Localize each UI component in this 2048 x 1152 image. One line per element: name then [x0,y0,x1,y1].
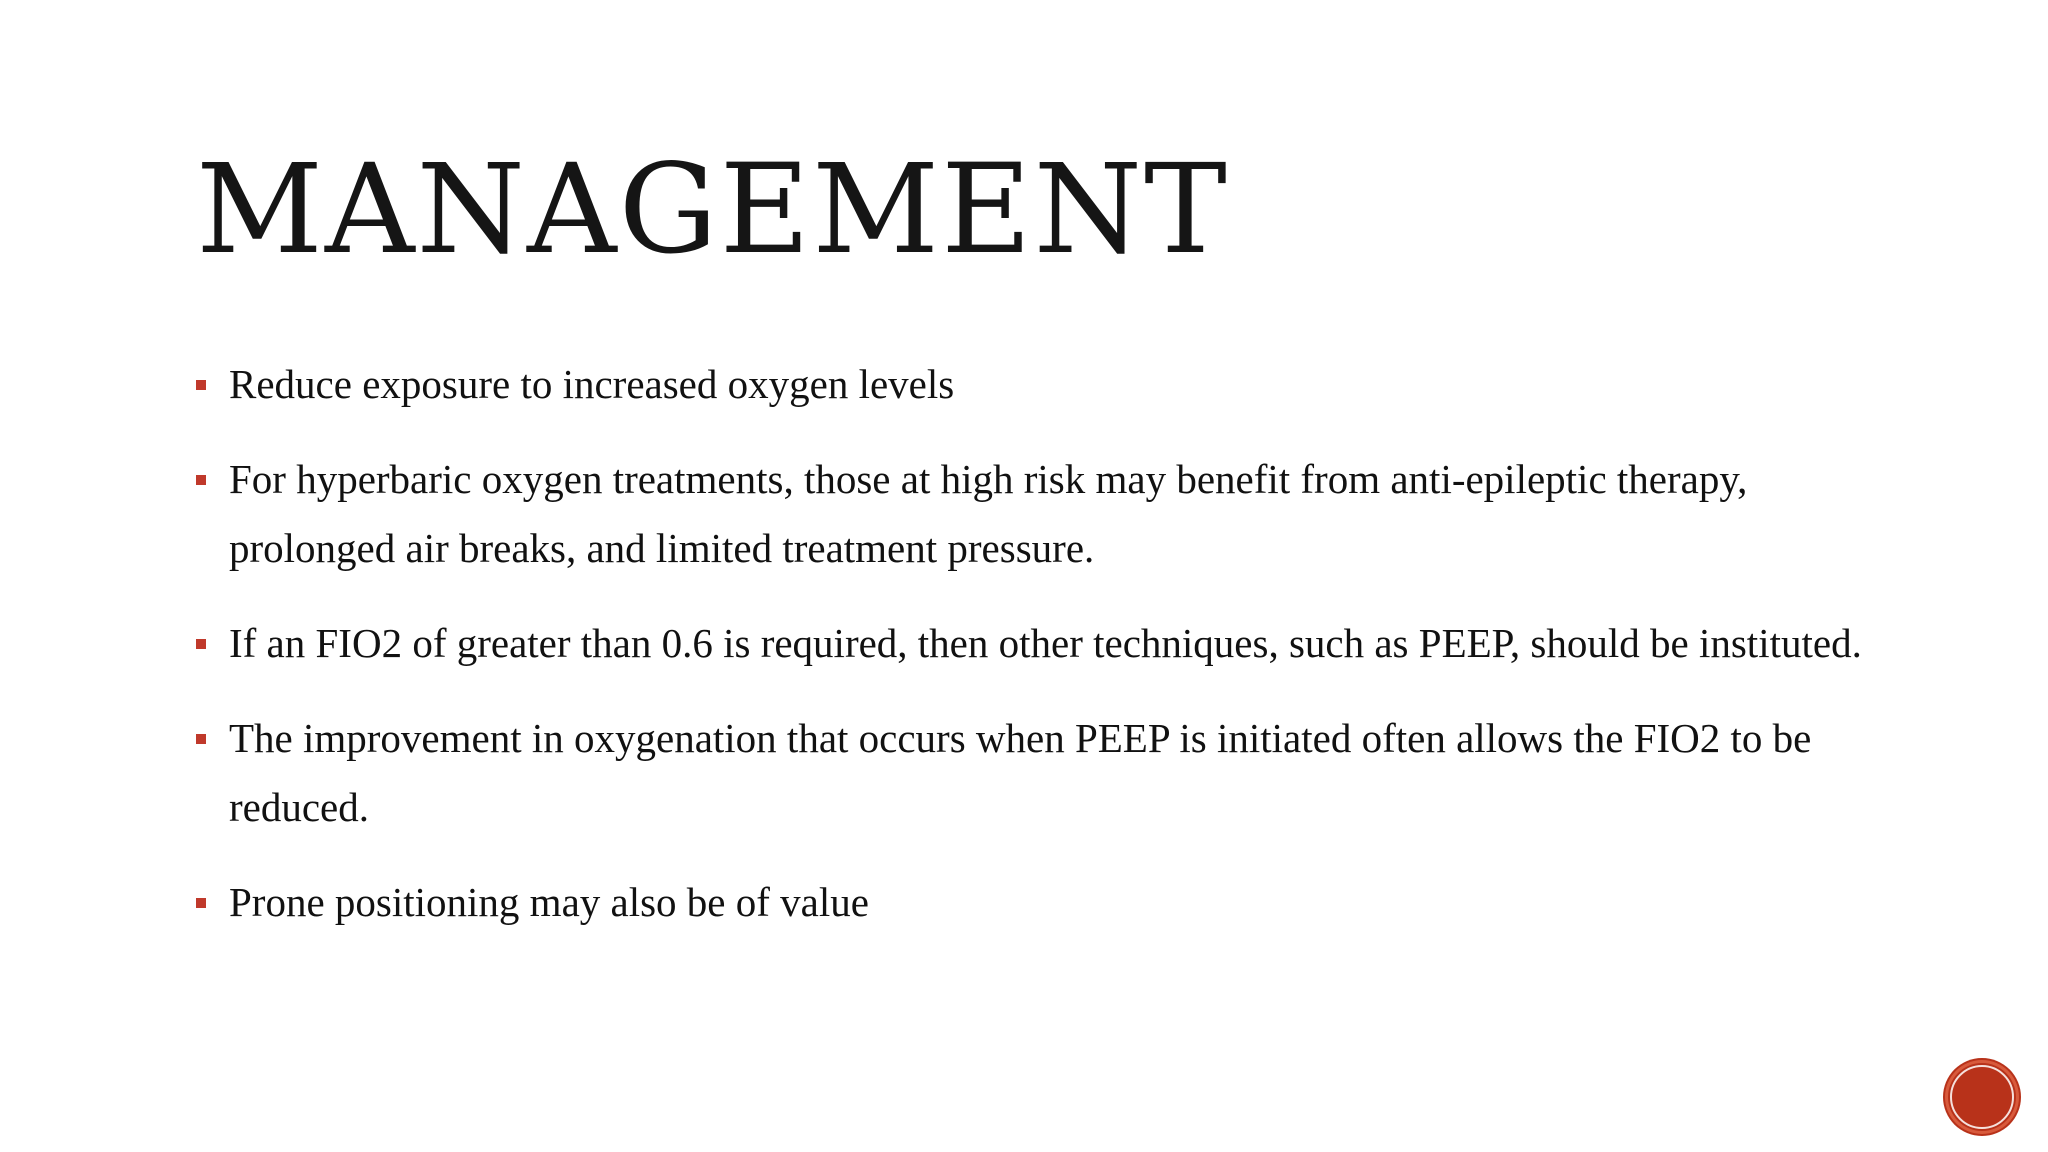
slide-nav-button[interactable] [1945,1060,2019,1134]
square-bullet-icon [196,898,206,908]
bullet-text: Reduce exposure to increased oxygen levels [229,361,955,407]
bullet-text: Prone positioning may also be of value [229,879,869,925]
bullet-item [196,445,1876,583]
bullet-text: The improvement in oxygenation that occurs when PEEP is initiated often allows the FIO2 to be reduced. [229,715,1812,830]
circle-button-icon [1950,1065,2014,1129]
bullet-list [196,350,1876,963]
bullet-item [196,704,1876,842]
slide-title: MANAGEMENT [196,138,1229,282]
bullet-item [196,609,1876,678]
square-bullet-icon [196,639,206,649]
bullet-text: For hyperbaric oxygen treatments, those at high risk may benefit from anti-epileptic therapy, prolonged air breaks, and limited treatment pressure. [229,456,1748,571]
bullet-text: If an FIO2 of greater than 0.6 is required, then other techniques, such as PEEP, should be instituted. [229,620,1862,666]
square-bullet-icon [196,734,206,744]
square-bullet-icon [196,475,206,485]
bullet-item [196,868,1876,937]
square-bullet-icon [196,380,206,390]
bullet-item [196,350,1876,419]
